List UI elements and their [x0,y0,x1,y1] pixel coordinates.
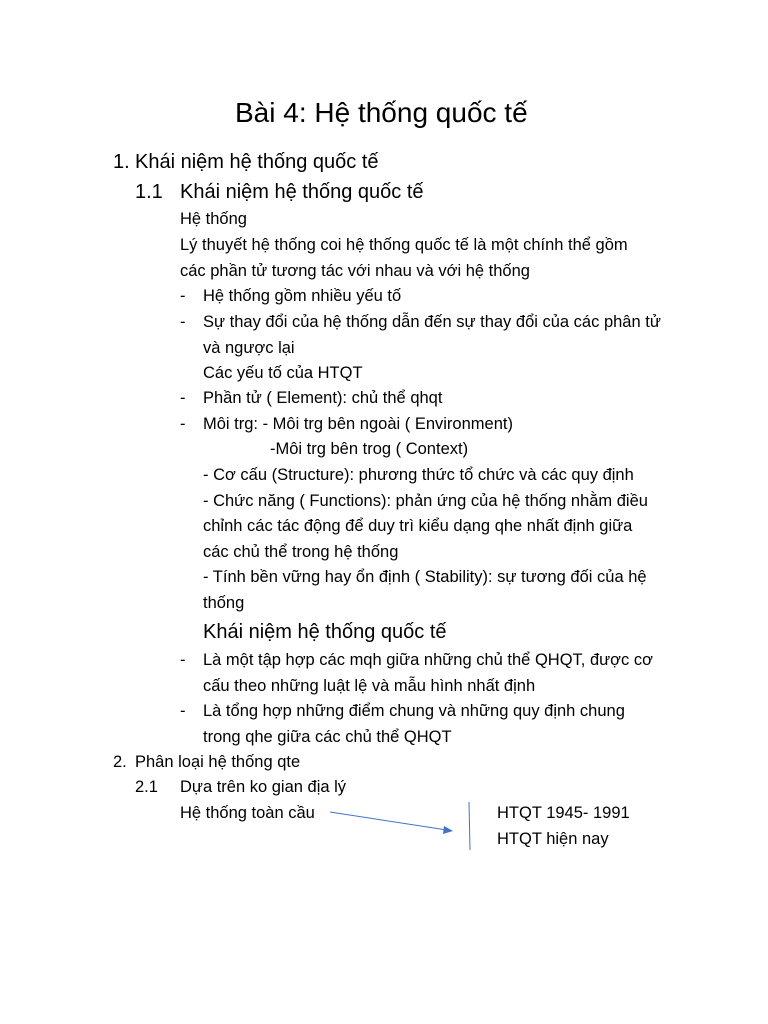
section-2-number: 2. [113,753,127,771]
bullet-text: Hệ thống gồm nhiều yếu tố [203,287,402,305]
section-1-1-number: 1.1 [135,181,163,203]
bullet-text-cont: trong qhe giữa các chủ thể QHQT [203,728,452,746]
section-1-heading: Khái niệm hệ thống quốc tế [135,151,379,173]
functions-line-3: các chủ thể trong hệ thống [203,543,399,561]
functions-line-2: chỉnh các tác động để duy trì kiểu dạng qhe nhất định giữa [203,517,633,535]
divider-line [469,802,470,850]
bullet-text: Là một tập hợp các mqh giữa những chủ thể QHQT, được cơ [203,651,653,669]
section-1-1-heading: Khái niệm hệ thống quốc tế [180,181,424,203]
period-1945-1991: HTQT 1945- 1991 [497,804,630,822]
page-title: Bài 4: Hệ thống quốc tế [235,97,528,128]
theory-line-1: Lý thuyết hệ thống coi hệ thống quốc tế là một chính thể gồm [180,236,628,254]
bullet-dash: - [180,389,186,407]
bullet-dash: - [180,415,186,433]
functions-line-1: - Chức năng ( Functions): phản ứng của hệ thống nhằm điều [203,492,648,510]
section-2-1-heading: Dựa trên ko gian địa lý [180,778,347,796]
bullet-text-cont: và ngược lại [203,339,295,357]
bullet-dash: - [180,651,186,669]
system-label: Hệ thống [180,210,247,228]
bullet-text: Sự thay đổi của hệ thống dẫn đến sự thay đổi của các phân tử [203,313,661,331]
bullet-text: Phần tử ( Element): chủ thể qhqt [203,389,443,407]
bullet-dash: - [180,313,186,331]
stability-line-2: thống [203,594,245,612]
bullet-text: Môi trg: - Môi trg bên ngoài ( Environment) [203,415,513,433]
intl-system-heading: Khái niệm hệ thống quốc tế [203,621,447,643]
theory-line-2: các phần tử tương tác với nhau và với hệ thống [180,262,530,280]
bullet-text: Là tổng hợp những điểm chung và những quy định chung [203,702,625,720]
bullet-dash: - [180,287,186,305]
structure-text: - Cơ cấu (Structure): phương thức tổ chức và các quy định [203,466,634,484]
bullet-text-cont: cấu theo những luật lệ và mẫu hình nhất định [203,677,536,695]
section-2-1-number: 2.1 [135,778,158,796]
arrow-head [443,826,453,834]
bullet-dash: - [180,702,186,720]
global-system-label: Hệ thống toàn cầu [180,804,315,822]
env-inner-text: -Môi trg bên trog ( Context) [270,440,469,458]
section-1-number: 1. [113,151,130,173]
right-arrow-icon [330,812,447,830]
stability-line-1: - Tính bền vững hay ổn định ( Stability): sự tương đối của hệ [203,568,647,586]
elements-label: Các yếu tố của HTQT [203,364,363,382]
section-2-heading: Phân loại hệ thống qte [135,753,301,771]
period-current: HTQT hiện nay [497,830,609,848]
